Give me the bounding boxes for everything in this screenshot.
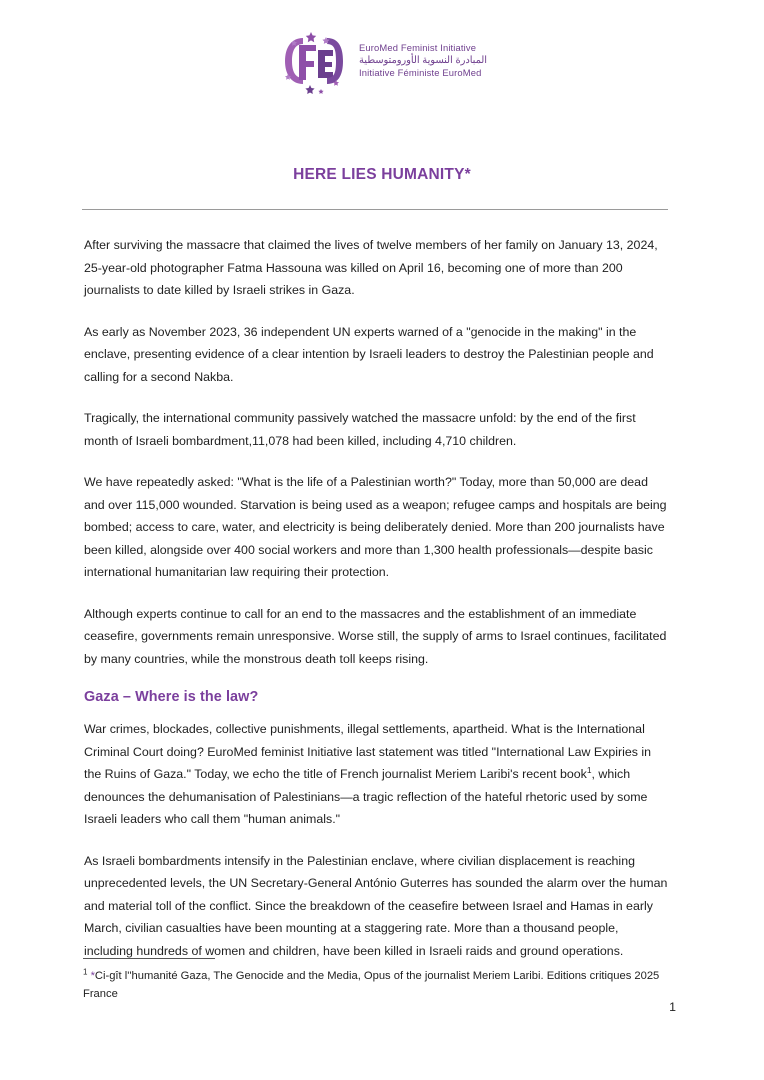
organisation-name-block bbox=[359, 42, 487, 80]
logo-line-arabic: المبادرة النسوية الأورومتوسطية bbox=[358, 54, 488, 66]
logo-line-english: EuroMed Feminist Initiative bbox=[358, 42, 477, 54]
title-divider bbox=[82, 209, 668, 210]
paragraph-6-text: War crimes, blockades, collective punishments, illegal settlements, apartheid. What is the International Criminal Court doing? EuroMed feminist Initiative last statement was titled "International Law Expiries in the Ruins of Gaza." Today, we echo the title of French journalist Meriem Laribi's recent book bbox=[84, 722, 652, 781]
footnote-marker: 1 bbox=[83, 967, 88, 977]
logo-line-french: Initiative Féministe EuroMed bbox=[358, 67, 482, 79]
euromed-fe-logo-icon bbox=[277, 28, 349, 94]
page-number: 1 bbox=[669, 1000, 676, 1014]
organisation-logo bbox=[277, 28, 487, 94]
footnote-asterisk: * bbox=[90, 970, 95, 982]
paragraph-6 bbox=[84, 718, 670, 831]
footnote-1 bbox=[83, 968, 683, 1003]
paragraph-5: Although experts continue to call for an end to the massacres and the establishment of an immediate ceasefire, governments remain unresponsive. Worse still, the supply of arms to Israel continues, facilitated by many countries, while the monstrous death toll keeps rising. bbox=[84, 606, 667, 666]
footnote-divider bbox=[83, 958, 215, 959]
footnote-text: Ci-gît l''humanité Gaza, The Genocide and the Media, Opus of the journalist Meriem Laribi. Editions critiques 2025 France bbox=[83, 970, 660, 1000]
paragraph-7: As Israeli bombardments intensify in the Palestinian enclave, where civilian displacement is reaching unprecedented levels, the UN Secretary-General António Guterres has sounded the alarm over the human and material toll of the conflict. Since the breakdown of the ceasefire between Israel and Hamas in early March, civilian casualties have been mounting at a staggering rate. More than a thousand people, including hundreds of women and children, have been killed in Israeli raids and ground operations. bbox=[84, 853, 668, 958]
footnote-reference-1[interactable]: 1 bbox=[586, 764, 592, 775]
paragraph-6-tail: , which denounces the dehumanisation of Palestinians—a tragic reflection of the hateful rhetoric used by some Israeli leaders who call them "human animals." bbox=[84, 767, 648, 826]
paragraph-3: Tragically, the international community passively watched the massacre unfold: by the end of the first month of Israeli bombardment,11,078 had been killed, including 4,710 children. bbox=[84, 411, 636, 448]
document-header bbox=[0, 28, 764, 94]
document-body bbox=[84, 234, 670, 981]
paragraph-1: After surviving the massacre that claimed the lives of twelve members of her family on January 13, 2024, 25-year-old photographer Fatma Hassouna was killed on April 16, becoming one of more than 200 journalists to date killed by Israeli strikes in Gaza. bbox=[84, 238, 658, 297]
paragraph-2: As early as November 2023, 36 independent UN experts warned of a "genocide in the making" in the enclave, presenting evidence of a clear intention by Israeli leaders to destroy the Palestinian people and calling for a second Nakba. bbox=[84, 324, 654, 384]
page-title: HERE LIES HUMANITY* bbox=[293, 166, 471, 183]
section-heading-gaza: Gaza – Where is the law? bbox=[84, 689, 259, 705]
paragraph-4: We have repeatedly asked: "What is the life of a Palestinian worth?" Today, more than 50,000 are dead and over 115,000 wounded. Starvation is being used as a weapon; refugee camps and hospitals are being bombed; access to care, water, and electricity is being deliberately denied. More than 200 journalists have been killed, alongside over 400 social workers and more than 1,300 health professionals—despite basic international humanitarian law requiring their protection. bbox=[84, 475, 667, 579]
